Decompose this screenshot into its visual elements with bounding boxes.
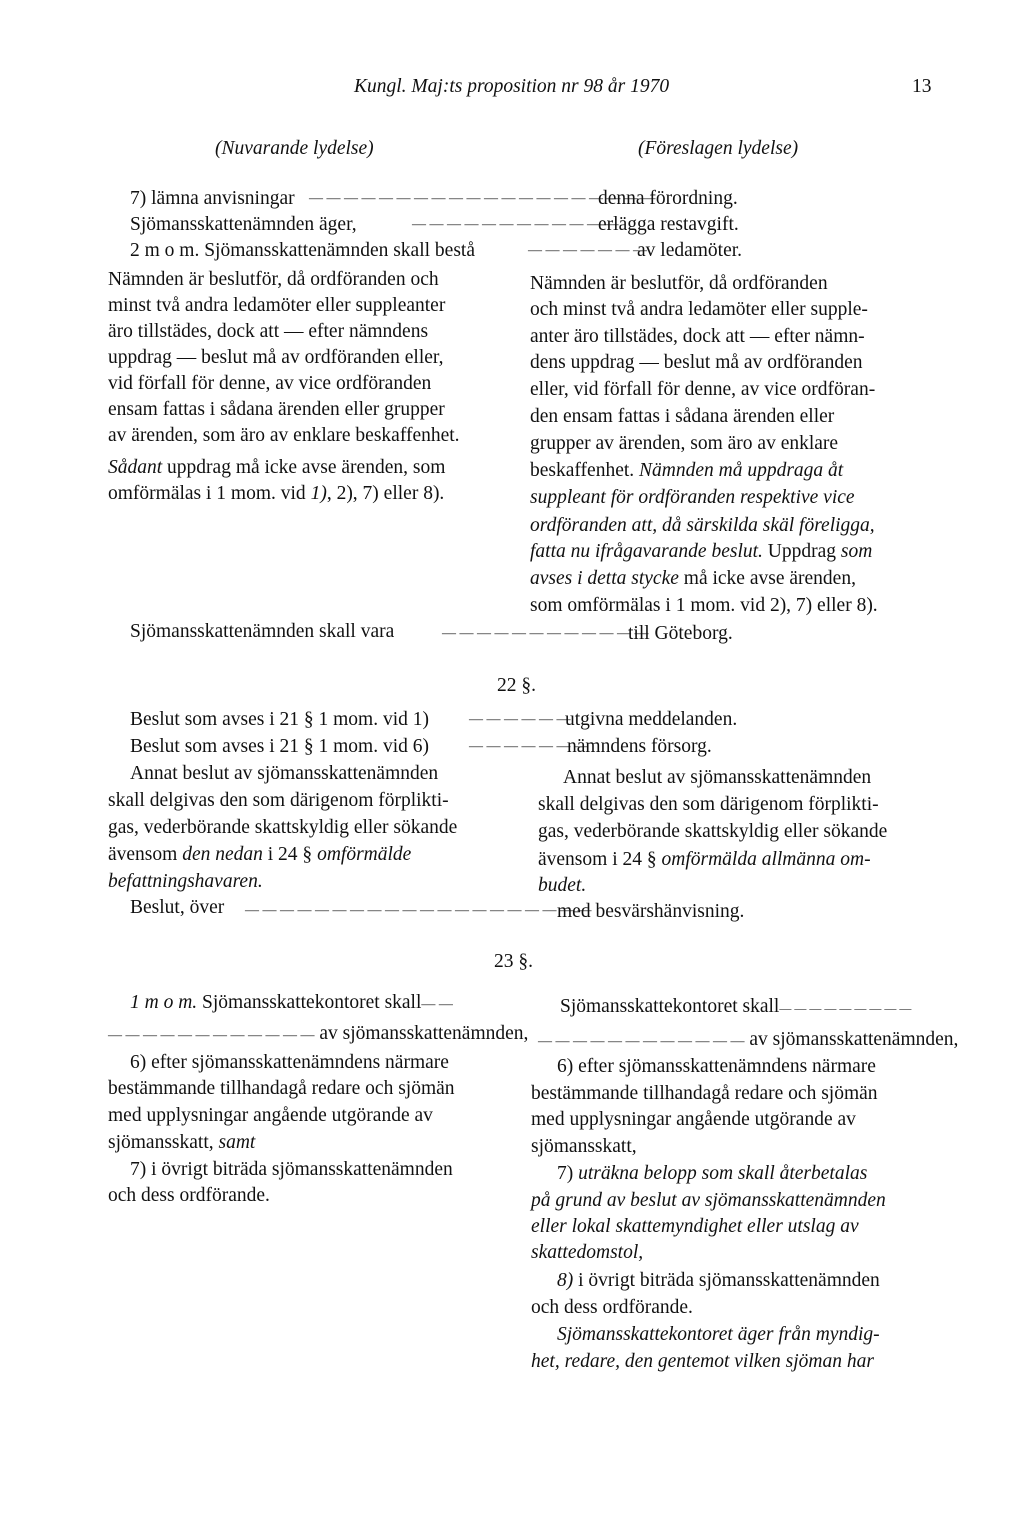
dash-leader: — — — — — — xyxy=(469,712,571,727)
left-para1-line: ensam fattas i sådana ärenden eller grupper xyxy=(108,399,445,420)
left-para1-line: äro tillstädes, dock att — efter nämndens xyxy=(108,321,429,342)
left-para1-line xyxy=(108,455,445,481)
sec23-right-line: bestämmande tillhandagå redare och sjömän xyxy=(531,1083,878,1104)
text-span: Uppdrag xyxy=(762,541,841,562)
sec22-last-left: Beslut, över xyxy=(130,897,225,918)
sec22-right-line xyxy=(538,847,871,873)
text-span: omförmälas i 1 mom. vid xyxy=(108,483,311,504)
left-para1-line: Nämnden är beslutför, då ordföranden och xyxy=(108,269,439,290)
dash-leader: — — xyxy=(421,997,453,1012)
sec23-right-line xyxy=(538,1027,958,1055)
dash-leader: — — — — — — — — — xyxy=(779,1001,912,1015)
right-para1-line xyxy=(530,458,843,484)
goteborg-line-left: Sjömansskattenämnden skall vara xyxy=(130,621,395,642)
right-para1-line: ordföranden att, då särskilda skäl föreligga, xyxy=(530,515,875,536)
sec23-left-line xyxy=(108,1130,255,1156)
left-para1-line: minst två andra ledamöter eller suppleanter xyxy=(108,295,446,316)
sec23-left-line: och dess ordförande. xyxy=(108,1185,270,1206)
sec22-last-right: med besvärshänvisning. xyxy=(557,901,745,922)
sec23-left-line: bestämmande tillhandagå redare och sjömän xyxy=(108,1078,455,1099)
italic-text: uträkna belopp som skall återbetalas xyxy=(578,1163,868,1184)
sec22-right-line: budet. xyxy=(538,875,587,896)
italic-text: 8) xyxy=(557,1270,574,1291)
sec22-right-line: skall delgivas den som därigenom förplikti- xyxy=(538,794,879,815)
top-line-2-right: erlägga restavgift. xyxy=(598,214,739,235)
sec23-left-line: 6) efter sjömansskattenämndens närmare xyxy=(130,1052,449,1073)
sec23-right-line xyxy=(560,994,911,1021)
text-span: sjömansskatt, xyxy=(108,1132,219,1153)
sec23-right-line: på grund av beslut av sjömansskattenämnden xyxy=(531,1190,886,1211)
italic-text: omförmälda allmänna om- xyxy=(661,849,871,870)
right-para1-line: och minst två andra ledamöter eller supple- xyxy=(530,299,868,320)
sec23-left-line: 7) i övrigt biträda sjömansskattenämnden xyxy=(130,1159,453,1180)
sec23-right-line: sjömansskatt, xyxy=(531,1136,637,1157)
italic-text: Nämnden må uppdraga åt xyxy=(639,460,844,481)
top-line-3-left: 2 m o m. Sjömansskattenämnden skall bestå xyxy=(130,240,475,261)
text-span: ävensom i 24 § xyxy=(538,849,662,870)
left-para1-line xyxy=(108,481,444,507)
sec22-left-line: gas, vederbörande skattskyldig eller sökande xyxy=(108,817,458,838)
sec22-line-1-left: Beslut som avses i 21 § 1 mom. vid 1) xyxy=(130,709,429,730)
sec22-line-1-right: utgivna meddelanden. xyxy=(565,709,738,730)
left-para1-line: vid förfall för denne, av vice ordföranden xyxy=(108,373,432,394)
dash-leader: — — — — — — — — — — — — xyxy=(108,1028,315,1043)
sec23-right-line: skattedomstol, xyxy=(531,1242,644,1263)
page-number: 13 xyxy=(912,76,932,97)
text-span: i övrigt biträda sjömansskattenämnden xyxy=(573,1270,880,1291)
top-line-1-left: 7) lämna anvisningar xyxy=(130,188,295,209)
sec23-right-line: Sjömansskattekontoret äger från myndig- xyxy=(557,1324,880,1345)
text-span: , 2), 7) eller 8). xyxy=(326,483,445,504)
right-para1-line: grupper av ärenden, som äro av enklare xyxy=(530,433,839,454)
dash-leader: — — — — — — — — — — — — — — — — — — — — xyxy=(309,191,656,206)
italic-text: fatta nu ifrågavarande beslut. xyxy=(530,541,763,562)
text-span: 7) xyxy=(557,1163,579,1184)
text-span: Sjömansskattekontoret skall xyxy=(197,992,422,1013)
running-title: Kungl. Maj:ts proposition nr 98 år 1970 xyxy=(354,76,670,97)
sec22-left-line: skall delgivas den som därigenom förplikti- xyxy=(108,790,449,811)
dash-leader: — — — — — — — — — — — — xyxy=(538,1034,745,1049)
section-heading-22: 22 §. xyxy=(497,675,536,696)
sec22-left-line xyxy=(108,842,411,868)
italic-text: samt xyxy=(218,1132,256,1153)
column-heading-proposed: (Föreslagen lydelse) xyxy=(638,138,799,159)
section-heading-23: 23 §. xyxy=(494,951,533,972)
column-heading-current: (Nuvarande lydelse) xyxy=(215,138,374,159)
text-span: av sjömansskattenämnden, xyxy=(319,1023,529,1044)
left-para1-line: uppdrag — beslut må av ordföranden eller, xyxy=(108,347,444,368)
right-para1-line: Nämnden är beslutför, då ordföranden xyxy=(530,273,828,294)
dash-leader: — — — — — — — xyxy=(469,739,588,754)
top-line-2-left: Sjömansskattenämnden äger, xyxy=(130,214,357,235)
right-para1-line: som omförmälas i 1 mom. vid 2), 7) eller 8). xyxy=(530,595,878,616)
sec22-right-line: Annat beslut av sjömansskattenämnden xyxy=(563,767,872,788)
dash-leader: — — — — — — — — — — — — — — — — — — — — xyxy=(245,903,592,918)
sec23-right-line: 6) efter sjömansskattenämndens närmare xyxy=(557,1056,876,1077)
italic-text: 1 m o m. xyxy=(130,992,198,1013)
right-para1-line: suppleant för ordföranden respektive vice xyxy=(530,487,855,508)
right-para1-line: den ensam fattas i sådana ärenden eller xyxy=(530,406,835,427)
sec23-left-line xyxy=(108,1021,528,1049)
text-span: uppdrag må icke avse ärenden, som xyxy=(162,457,446,478)
sec22-left-line: Annat beslut av sjömansskattenämnden xyxy=(130,763,439,784)
right-para1-line xyxy=(530,566,856,592)
text-span: i 24 § xyxy=(262,844,318,865)
goteborg-line-right: till Göteborg. xyxy=(628,623,733,644)
dash-leader: — — — — — — — — — — — — xyxy=(412,217,619,232)
italic-text: avses i detta stycke xyxy=(530,568,679,589)
text-span: Sjömansskattekontoret skall xyxy=(560,996,780,1017)
text-span: beskaffenhet. xyxy=(530,460,640,481)
sec23-right-line: eller lokal skattemyndighet eller utslag av xyxy=(531,1216,859,1237)
text-span: av sjömansskattenämnden, xyxy=(749,1029,959,1050)
sec23-left-line: med upplysningar angående utgörande av xyxy=(108,1105,433,1126)
sec23-right-line xyxy=(557,1161,867,1187)
sec22-line-2-right: nämndens försorg. xyxy=(567,736,712,757)
right-para1-line: anter äro tillstädes, dock att — efter nämn- xyxy=(530,326,865,347)
top-line-1-right: denna förordning. xyxy=(598,188,738,209)
sec23-right-line: och dess ordförande. xyxy=(531,1297,693,1318)
left-para1-line: av ärenden, som äro av enklare beskaffenhet. xyxy=(108,425,460,446)
text-span: må icke avse ärenden, xyxy=(678,568,856,589)
sec22-left-line: befattningshavaren. xyxy=(108,871,263,892)
sec22-line-2-left: Beslut som avses i 21 § 1 mom. vid 6) xyxy=(130,736,429,757)
top-line-3-right: av ledamöter. xyxy=(637,240,743,261)
dash-leader: — — — — — — — — — — — — xyxy=(442,626,649,641)
sec22-right-line: gas, vederbörande skattskyldig eller sökande xyxy=(538,821,888,842)
italic-text: som xyxy=(840,541,873,562)
italic-text: Sådant xyxy=(108,457,163,478)
italic-text: 1) xyxy=(310,483,327,504)
right-para1-line: eller, vid förfall för denne, av vice ordföran- xyxy=(530,379,876,400)
italic-text: omförmälde xyxy=(317,844,412,865)
sec23-right-line xyxy=(557,1268,880,1294)
right-para1-line xyxy=(530,539,872,565)
sec23-right-line: med upplysningar angående utgörande av xyxy=(531,1109,856,1130)
right-para1-line: dens uppdrag — beslut må av ordföranden xyxy=(530,352,863,373)
dash-leader: — — — — — — — xyxy=(528,243,647,258)
text-span: ävensom xyxy=(108,844,183,865)
sec23-left-line xyxy=(130,990,453,1018)
sec23-right-line: het, redare, den gentemot vilken sjöman har xyxy=(531,1351,874,1372)
italic-text: den nedan xyxy=(182,844,263,865)
